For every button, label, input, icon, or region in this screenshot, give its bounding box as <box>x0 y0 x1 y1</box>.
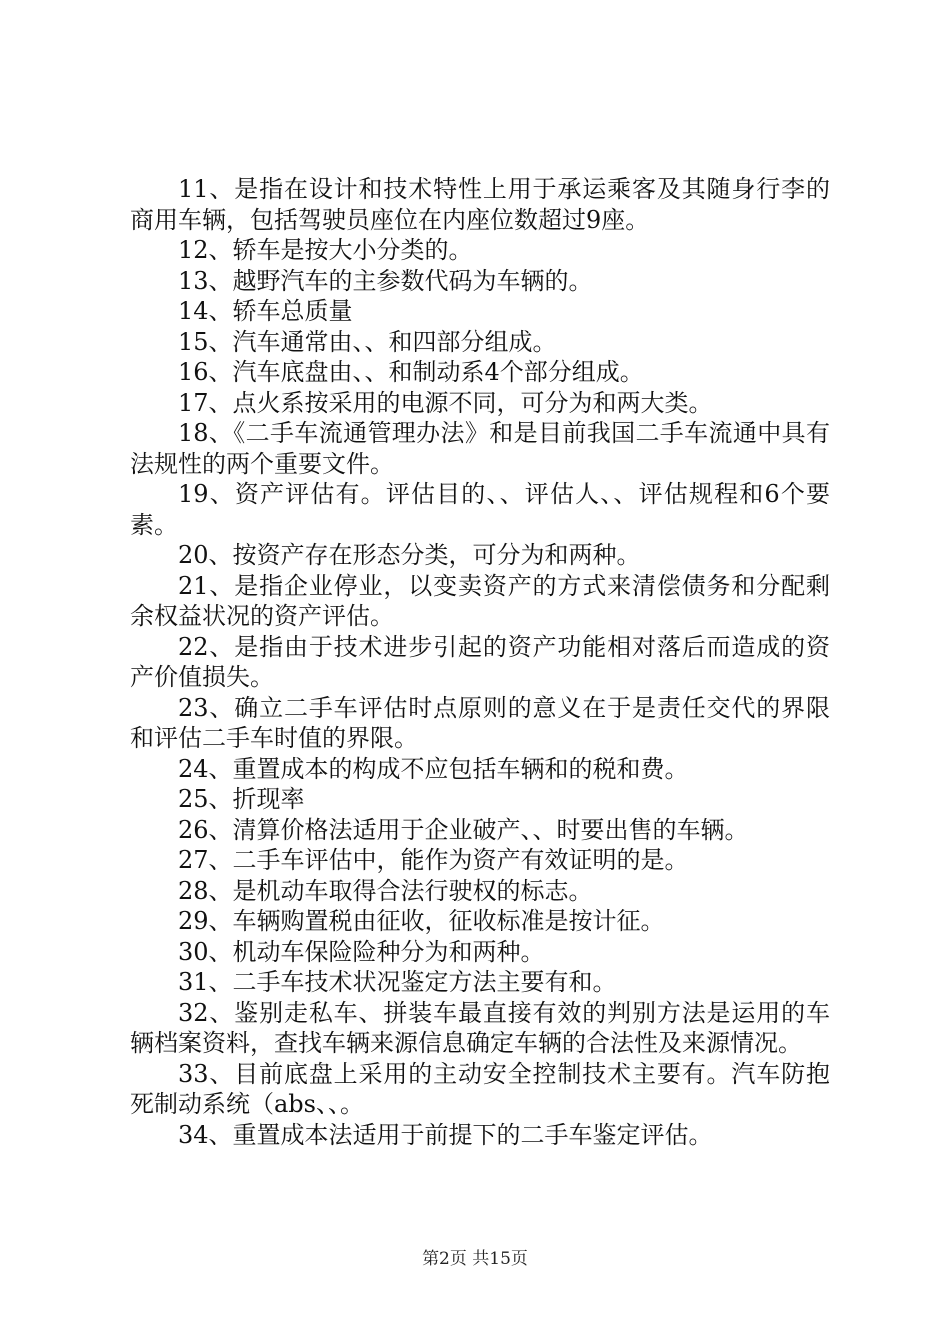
paragraph-22: 22、是指由于技术进步引起的资产功能相对落后而造成的资产价值损失。 <box>130 632 830 691</box>
paragraph-20: 20、按资产存在形态分类，可分为和两种。 <box>178 541 641 569</box>
paragraph-21: 21、是指企业停业，以变卖资产的方式来清偿债务和分配剩余权益状况的资产评估。 <box>130 571 830 630</box>
paragraph-19: 19、资产评估有。评估目的、、评估人、、评估规程和6个要素。 <box>130 480 830 539</box>
paragraph-27: 27、二手车评估中，能作为资产有效证明的是。 <box>178 846 689 874</box>
paragraph-17: 17、点火系按采用的电源不同，可分为和两大类。 <box>178 388 713 417</box>
paragraph-30: 30、机动车保险险种分为和两种。 <box>178 937 545 966</box>
paragraph-24: 24、重置成本的构成不应包括车辆和的税和费。 <box>178 754 689 783</box>
paragraph-14: 14、轿车总质量 <box>178 297 353 325</box>
paragraph-33: 33、目前底盘上采用的主动安全控制技术主要有。汽车防抱死制动系统（abs、、。 <box>130 1059 830 1118</box>
paragraph-16: 16、汽车底盘由、、和制动系4个部分组成。 <box>178 358 644 386</box>
paragraph-12: 12、轿车是按大小分类的。 <box>178 236 473 264</box>
document-body <box>130 174 830 1150</box>
paragraph-13: 13、越野汽车的主参数代码为车辆的。 <box>178 266 593 295</box>
paragraph-18: 18、《二手车流通管理办法》和是目前我国二手车流通中具有法规性的两个重要文件。 <box>130 419 830 478</box>
page-number-footer: 第2页 共15页 <box>422 1249 528 1269</box>
paragraph-32: 32、鉴别走私车、拼装车最直接有效的判别方法是运用的车辆档案资料，查找车辆来源信息确定车辆的合法性及来源情况。 <box>130 998 830 1057</box>
paragraph-29: 29、车辆购置税由征收，征收标准是按计征。 <box>178 907 665 935</box>
paragraph-31: 31、二手车技术状况鉴定方法主要有和。 <box>178 968 617 996</box>
paragraph-11: 11、是指在设计和技术特性上用于承运乘客及其随身行李的商用车辆，包括驾驶员座位在内座位数超过9座。 <box>130 175 830 234</box>
paragraph-28: 28、是机动车取得合法行驶权的标志。 <box>178 876 593 905</box>
paragraph-34: 34、重置成本法适用于前提下的二手车鉴定评估。 <box>178 1120 713 1149</box>
paragraph-15: 15、汽车通常由、、和四部分组成。 <box>178 327 557 356</box>
paragraph-26: 26、清算价格法适用于企业破产、、时要出售的车辆。 <box>178 815 749 844</box>
paragraph-25: 25、折现率 <box>178 785 305 813</box>
paragraph-23: 23、确立二手车评估时点原则的意义在于是责任交代的界限和评估二手车时值的界限。 <box>130 693 830 752</box>
